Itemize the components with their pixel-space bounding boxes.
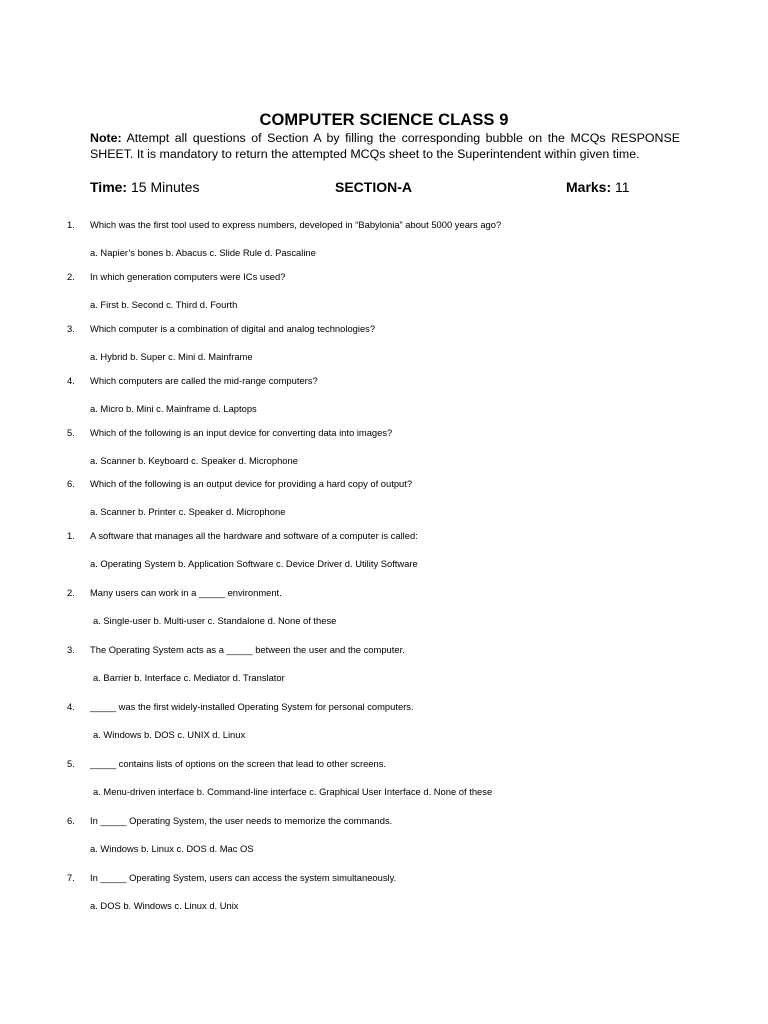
note-text: Attempt all questions of Section A by filling the corresponding bubble on the MCQs RESPONSE SHEET. It is mandatory to return the attempted MCQs sheet to the Superintendent within given time.: [90, 131, 680, 161]
question-text: The Operating System acts as a _____ between the user and the computer.: [90, 644, 405, 655]
question-row: [0, 323, 768, 335]
question-text: In _____ Operating System, the user needs to memorize the commands.: [90, 815, 393, 826]
question-row: [0, 701, 768, 713]
question-number: 4.: [67, 375, 75, 386]
question-row: [0, 271, 768, 283]
question-number: 6.: [67, 478, 75, 489]
question-text: Which was the first tool used to express numbers, developed in “Babylonia” about 5000 years ago?: [90, 219, 502, 230]
question-row: [0, 478, 768, 490]
question-text: In _____ Operating System, users can access the system simultaneously.: [90, 872, 397, 883]
question-text: Which of the following is an input device for converting data into images?: [90, 427, 393, 438]
question-number: 1.: [67, 219, 75, 230]
question-options: a. Barrier b. Interface c. Mediator d. Translator: [93, 672, 285, 683]
time-label: Time:: [90, 179, 128, 195]
question-row: [0, 872, 768, 884]
question-number: 4.: [67, 701, 75, 712]
question-options: a. Operating System b. Application Software c. Device Driver d. Utility Software: [90, 558, 418, 569]
question-number: 5.: [67, 758, 75, 769]
instructions-note: [90, 131, 680, 162]
question-text: _____ contains lists of options on the screen that lead to other screens.: [90, 758, 387, 769]
marks-value: 11: [611, 179, 630, 195]
question-options: a. DOS b. Windows c. Linux d. Unix: [90, 900, 239, 911]
question-number: 7.: [67, 872, 75, 883]
question-number: 6.: [67, 815, 75, 826]
page-title: COMPUTER SCIENCE CLASS 9: [259, 111, 509, 129]
question-number: 1.: [67, 530, 75, 541]
question-text: Which computers are called the mid-range computers?: [90, 375, 318, 386]
question-number: 2.: [67, 587, 75, 598]
exam-meta-row: [90, 179, 650, 197]
question-text: _____ was the first widely-installed Operating System for personal computers.: [90, 701, 414, 712]
question-options: a. First b. Second c. Third d. Fourth: [90, 299, 238, 310]
question-row: [0, 530, 768, 542]
question-options: a. Menu-driven interface b. Command-line interface c. Graphical User Interface d. None of these: [93, 786, 493, 797]
question-text: Many users can work in a _____ environment.: [90, 587, 282, 598]
question-options: a. Scanner b. Printer c. Speaker d. Microphone: [90, 506, 286, 517]
marks-info: [566, 179, 630, 195]
question-text: Which computer is a combination of digital and analog technologies?: [90, 323, 376, 334]
question-row: [0, 375, 768, 387]
question-options: a. Single-user b. Multi-user c. Standalone d. None of these: [93, 615, 337, 626]
question-number: 5.: [67, 427, 75, 438]
marks-label: Marks:: [566, 179, 612, 195]
question-text: Which of the following is an output device for providing a hard copy of output?: [90, 478, 413, 489]
question-number: 2.: [67, 271, 75, 282]
time-value: 15 Minutes: [127, 179, 200, 195]
question-row: [0, 758, 768, 770]
question-row: [0, 587, 768, 599]
question-number: 3.: [67, 323, 75, 334]
question-row: [0, 219, 768, 231]
question-row: [0, 644, 768, 656]
question-options: a. Napier’s bones b. Abacus c. Slide Rule d. Pascaline: [90, 247, 316, 258]
note-label: Note:: [90, 131, 122, 145]
section-heading: SECTION-A: [335, 179, 412, 195]
question-options: a. Windows b. DOS c. UNIX d. Linux: [93, 729, 246, 740]
question-number: 3.: [67, 644, 75, 655]
question-options: a. Scanner b. Keyboard c. Speaker d. Microphone: [90, 455, 298, 466]
question-row: [0, 815, 768, 827]
time-info: [90, 179, 199, 195]
question-text: In which generation computers were ICs used?: [90, 271, 286, 282]
question-row: [0, 427, 768, 439]
question-options: a. Windows b. Linux c. DOS d. Mac OS: [90, 843, 254, 854]
question-options: a. Hybrid b. Super c. Mini d. Mainframe: [90, 351, 253, 362]
question-options: a. Micro b. Mini c. Mainframe d. Laptops: [90, 403, 257, 414]
question-text: A software that manages all the hardware and software of a computer is called:: [90, 530, 418, 541]
